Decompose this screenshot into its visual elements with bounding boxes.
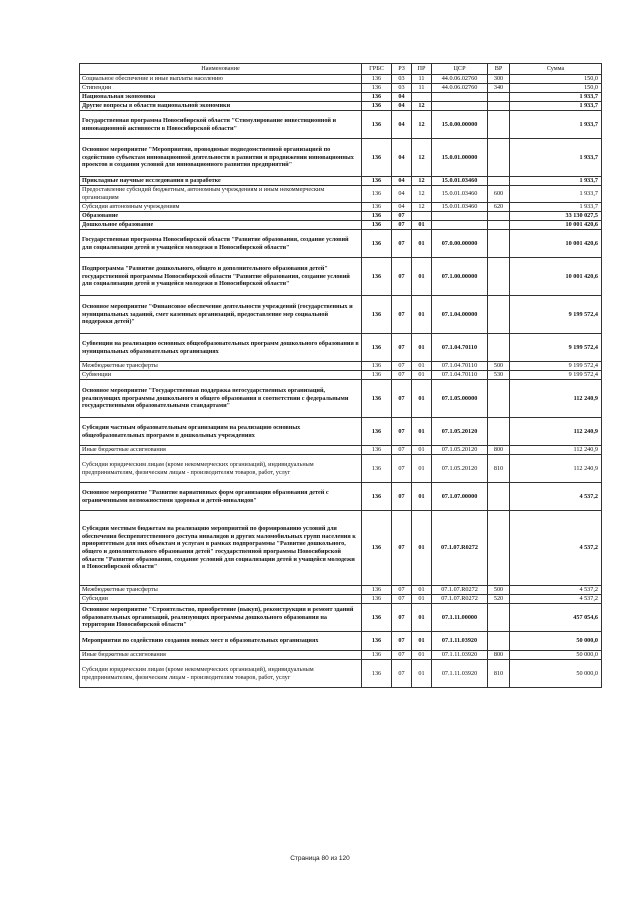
cell-grbs: 136 xyxy=(362,362,392,371)
table-row xyxy=(80,186,602,203)
cell-grbs: 136 xyxy=(362,483,392,511)
cell-name: Другие вопросы в области национальной экономики xyxy=(80,102,362,111)
cell-pr: 01 xyxy=(412,258,432,296)
cell-csr: 07.1.04.70110 xyxy=(432,334,488,362)
cell-rz: 07 xyxy=(392,586,412,595)
cell-vr xyxy=(488,334,510,362)
cell-grbs: 136 xyxy=(362,418,392,446)
cell-rz: 07 xyxy=(392,511,412,586)
cell-sum: 1 933,7 xyxy=(510,139,602,177)
cell-name: Субсидии юридическим лицам (кроме некоммерческих организаций), индивидуальным предпринимателям, физическим лицам - производителям товаров, работ, услуг xyxy=(80,455,362,483)
cell-pr: 01 xyxy=(412,446,432,455)
cell-sum: 112 240,9 xyxy=(510,380,602,418)
cell-pr: 01 xyxy=(412,632,432,651)
cell-grbs: 136 xyxy=(362,660,392,688)
cell-rz: 07 xyxy=(392,651,412,660)
cell-vr xyxy=(488,212,510,221)
cell-sum: 1 933,7 xyxy=(510,186,602,203)
cell-vr: 800 xyxy=(488,651,510,660)
cell-vr: 500 xyxy=(488,362,510,371)
cell-sum: 1 933,7 xyxy=(510,111,602,139)
cell-csr: 44.0.06.02760 xyxy=(432,75,488,84)
cell-rz: 07 xyxy=(392,455,412,483)
cell-vr xyxy=(488,511,510,586)
cell-pr: 01 xyxy=(412,418,432,446)
cell-grbs: 136 xyxy=(362,511,392,586)
table-row xyxy=(80,230,602,258)
cell-vr: 810 xyxy=(488,455,510,483)
cell-name: Основное мероприятие "Строительство, приобретение (выкуп), реконструкция и ремонт зданий образовательных организаций, реализующих программы дошкольного образования на территории Новосибирской области" xyxy=(80,604,362,632)
cell-pr: 01 xyxy=(412,595,432,604)
table-row xyxy=(80,334,602,362)
cell-pr: 01 xyxy=(412,371,432,380)
cell-grbs: 136 xyxy=(362,446,392,455)
table-row xyxy=(80,660,602,688)
header-csr: ЦСР xyxy=(432,64,488,75)
cell-pr: 12 xyxy=(412,139,432,177)
cell-csr: 15.0.01.00000 xyxy=(432,139,488,177)
table-row xyxy=(80,511,602,586)
cell-grbs: 136 xyxy=(362,111,392,139)
cell-csr: 15.0.00.00000 xyxy=(432,111,488,139)
cell-vr xyxy=(488,230,510,258)
table-row xyxy=(80,604,602,632)
cell-vr xyxy=(488,139,510,177)
cell-pr: 11 xyxy=(412,75,432,84)
table-row xyxy=(80,221,602,230)
cell-sum: 4 537,2 xyxy=(510,483,602,511)
cell-grbs: 136 xyxy=(362,212,392,221)
cell-rz: 04 xyxy=(392,93,412,102)
cell-vr: 300 xyxy=(488,75,510,84)
cell-sum: 112 240,9 xyxy=(510,446,602,455)
cell-sum: 112 240,9 xyxy=(510,455,602,483)
cell-sum: 10 001 420,6 xyxy=(510,258,602,296)
cell-grbs: 136 xyxy=(362,186,392,203)
cell-sum: 9 199 572,4 xyxy=(510,296,602,334)
cell-rz: 07 xyxy=(392,258,412,296)
cell-rz: 03 xyxy=(392,84,412,93)
table-row xyxy=(80,296,602,334)
cell-name: Субсидии частным образовательным организациям на реализацию основных общеобразовательных программ в дошкольных учреждениях xyxy=(80,418,362,446)
budget-table xyxy=(79,63,602,688)
table-row xyxy=(80,111,602,139)
cell-vr xyxy=(488,380,510,418)
cell-vr xyxy=(488,604,510,632)
cell-name: Субсидии юридическим лицам (кроме некоммерческих организаций), индивидуальным предпринимателям, физическим лицам - производителям товаров, работ, услуг xyxy=(80,660,362,688)
cell-rz: 07 xyxy=(392,604,412,632)
cell-name: Основное мероприятие "Мероприятия, проводимые подведомственной организацией по содействию субъектам инновационной деятельности в развитии и продвижении инновационных проектов и создании условий для инновационного развития предприятий" xyxy=(80,139,362,177)
cell-pr: 01 xyxy=(412,651,432,660)
cell-name: Образование xyxy=(80,212,362,221)
cell-sum: 50 000,0 xyxy=(510,632,602,651)
cell-grbs: 136 xyxy=(362,177,392,186)
cell-csr: 07.1.11.03920 xyxy=(432,632,488,651)
cell-pr: 12 xyxy=(412,203,432,212)
cell-vr xyxy=(488,93,510,102)
cell-sum: 1 933,7 xyxy=(510,177,602,186)
cell-pr: 01 xyxy=(412,586,432,595)
cell-csr: 07.1.11.03920 xyxy=(432,651,488,660)
cell-name: Субсидии автономным учреждениям xyxy=(80,203,362,212)
cell-csr: 07.1.04.00000 xyxy=(432,296,488,334)
cell-csr: 07.1.05.00000 xyxy=(432,380,488,418)
cell-rz: 07 xyxy=(392,334,412,362)
cell-name: Прикладные научные исследования в разработке xyxy=(80,177,362,186)
cell-csr: 07.1.07.R0272 xyxy=(432,586,488,595)
cell-vr xyxy=(488,177,510,186)
cell-vr: 800 xyxy=(488,446,510,455)
cell-pr: 01 xyxy=(412,362,432,371)
header-rz: РЗ xyxy=(392,64,412,75)
cell-name: Основное мероприятие "Развитие вариативных форм организации образования детей с ограниченными возможностями здоровья и детей-инвалидов" xyxy=(80,483,362,511)
cell-name: Межбюджетные трансферты xyxy=(80,362,362,371)
table-row xyxy=(80,380,602,418)
cell-pr: 12 xyxy=(412,177,432,186)
table-body xyxy=(80,75,602,688)
table-row xyxy=(80,455,602,483)
cell-csr xyxy=(432,221,488,230)
cell-sum: 112 240,9 xyxy=(510,418,602,446)
table-row xyxy=(80,75,602,84)
header-pr: ПР xyxy=(412,64,432,75)
cell-rz: 04 xyxy=(392,111,412,139)
cell-vr: 520 xyxy=(488,595,510,604)
cell-csr: 07.1.11.00000 xyxy=(432,604,488,632)
cell-sum: 9 199 572,4 xyxy=(510,371,602,380)
header-sum: Сумма xyxy=(510,64,602,75)
cell-rz: 07 xyxy=(392,595,412,604)
cell-vr: 500 xyxy=(488,586,510,595)
cell-vr xyxy=(488,632,510,651)
cell-rz: 07 xyxy=(392,221,412,230)
cell-name: Межбюджетные трансферты xyxy=(80,586,362,595)
page-number: Страница 80 из 120 xyxy=(290,855,350,862)
cell-rz: 07 xyxy=(392,660,412,688)
table-row xyxy=(80,102,602,111)
cell-csr: 07.1.07.R0272 xyxy=(432,511,488,586)
cell-pr: 01 xyxy=(412,483,432,511)
cell-rz: 07 xyxy=(392,212,412,221)
cell-csr xyxy=(432,102,488,111)
cell-sum: 4 537,2 xyxy=(510,586,602,595)
cell-grbs: 136 xyxy=(362,455,392,483)
cell-name: Иные бюджетные ассигнования xyxy=(80,651,362,660)
cell-csr xyxy=(432,212,488,221)
cell-pr: 11 xyxy=(412,84,432,93)
cell-name: Подпрограмма "Развитие дошкольного, общего и дополнительного образования детей" государственной программы Новосибирской области "Развитие образования, создание условий для социализации детей и учащейся молодежи в Новосибирской области" xyxy=(80,258,362,296)
cell-rz: 07 xyxy=(392,296,412,334)
cell-vr xyxy=(488,221,510,230)
cell-csr: 15.0.01.03460 xyxy=(432,186,488,203)
cell-rz: 07 xyxy=(392,418,412,446)
cell-pr: 01 xyxy=(412,455,432,483)
cell-vr: 600 xyxy=(488,186,510,203)
cell-grbs: 136 xyxy=(362,334,392,362)
cell-sum: 150,0 xyxy=(510,75,602,84)
cell-rz: 07 xyxy=(392,230,412,258)
table-row xyxy=(80,371,602,380)
cell-sum: 1 933,7 xyxy=(510,102,602,111)
cell-name: Государственная программа Новосибирской области "Стимулирование инвестиционной и инновационной активности в Новосибирской области" xyxy=(80,111,362,139)
cell-sum: 457 054,6 xyxy=(510,604,602,632)
table-row xyxy=(80,418,602,446)
cell-grbs: 136 xyxy=(362,595,392,604)
cell-csr: 07.1.00.00000 xyxy=(432,258,488,296)
cell-vr: 620 xyxy=(488,203,510,212)
cell-vr xyxy=(488,111,510,139)
cell-csr: 07.1.05.20120 xyxy=(432,455,488,483)
cell-name: Предоставление субсидий бюджетным, автономным учреждениям и иным некоммерческим организациям xyxy=(80,186,362,203)
cell-name: Иные бюджетные ассигнования xyxy=(80,446,362,455)
cell-grbs: 136 xyxy=(362,139,392,177)
cell-name: Субвенции на реализацию основных общеобразовательных программ дошкольного образования в муниципальных образовательных организациях xyxy=(80,334,362,362)
table-row xyxy=(80,84,602,93)
cell-sum: 1 933,7 xyxy=(510,203,602,212)
cell-pr xyxy=(412,212,432,221)
cell-name: Национальная экономика xyxy=(80,93,362,102)
table-row xyxy=(80,177,602,186)
cell-grbs: 136 xyxy=(362,586,392,595)
cell-grbs: 136 xyxy=(362,296,392,334)
cell-grbs: 136 xyxy=(362,651,392,660)
cell-pr: 01 xyxy=(412,230,432,258)
cell-grbs: 136 xyxy=(362,102,392,111)
cell-vr: 340 xyxy=(488,84,510,93)
cell-grbs: 136 xyxy=(362,221,392,230)
cell-vr xyxy=(488,418,510,446)
cell-grbs: 136 xyxy=(362,604,392,632)
cell-grbs: 136 xyxy=(362,84,392,93)
cell-name: Субсидии местным бюджетам на реализацию мероприятий по формированию условий для обеспечения беспрепятственного доступа инвалидов и других маломобильных групп населения к приоритетным для них объектам и услугам в рамках подпрограммы "Развитие дошкольного, общего и дополнительного образования детей" государственной программы Новосибирской области "Развитие образования, создание условий для социализации детей и учащейся молодежи в Новосибирской области" xyxy=(80,511,362,586)
table-row xyxy=(80,446,602,455)
cell-pr: 01 xyxy=(412,296,432,334)
cell-sum: 50 000,0 xyxy=(510,651,602,660)
table-row xyxy=(80,212,602,221)
cell-rz: 04 xyxy=(392,186,412,203)
cell-csr: 07.0.00.00000 xyxy=(432,230,488,258)
cell-csr: 07.1.07.00000 xyxy=(432,483,488,511)
cell-sum: 9 199 572,4 xyxy=(510,334,602,362)
cell-rz: 07 xyxy=(392,446,412,455)
header-vr: ВР xyxy=(488,64,510,75)
cell-name: Государственная программа Новосибирской области "Развитие образования, создание условий для социализации детей и учащейся молодежи в Новосибирской области" xyxy=(80,230,362,258)
cell-rz: 07 xyxy=(392,380,412,418)
cell-name: Основное мероприятие "Государственная поддержка негосударственных организаций, реализующих программы дошкольного и общего образования в соответствии с федеральными государственными образовательными стандартами" xyxy=(80,380,362,418)
cell-name: Мероприятия по содействию создания новых мест в образовательных организациях xyxy=(80,632,362,651)
cell-pr: 01 xyxy=(412,511,432,586)
cell-name: Стипендии xyxy=(80,84,362,93)
table-row xyxy=(80,632,602,651)
table-row xyxy=(80,203,602,212)
cell-grbs: 136 xyxy=(362,203,392,212)
cell-sum: 10 001 420,6 xyxy=(510,221,602,230)
cell-grbs: 136 xyxy=(362,632,392,651)
cell-rz: 04 xyxy=(392,139,412,177)
header-grbs: ГРБС xyxy=(362,64,392,75)
table-row xyxy=(80,93,602,102)
cell-vr: 810 xyxy=(488,660,510,688)
cell-rz: 07 xyxy=(392,362,412,371)
cell-pr xyxy=(412,93,432,102)
cell-name: Субсидии xyxy=(80,595,362,604)
cell-grbs: 136 xyxy=(362,93,392,102)
cell-grbs: 136 xyxy=(362,371,392,380)
cell-rz: 07 xyxy=(392,632,412,651)
cell-vr xyxy=(488,258,510,296)
cell-csr: 44.0.06.02760 xyxy=(432,84,488,93)
cell-csr: 15.0.01.03460 xyxy=(432,203,488,212)
cell-pr: 01 xyxy=(412,221,432,230)
cell-pr: 01 xyxy=(412,334,432,362)
cell-csr: 07.1.05.20120 xyxy=(432,446,488,455)
table-row xyxy=(80,483,602,511)
cell-name: Субвенции xyxy=(80,371,362,380)
cell-name: Основное мероприятие "Финансовое обеспечение деятельности учреждений (государственных и муниципальных заданий, смет казенных организаций, предоставление мер социальной поддержки детей)" xyxy=(80,296,362,334)
cell-pr: 01 xyxy=(412,380,432,418)
table-header-row xyxy=(80,64,602,75)
cell-sum: 1 933,7 xyxy=(510,93,602,102)
cell-pr: 01 xyxy=(412,660,432,688)
table-row xyxy=(80,651,602,660)
cell-rz: 07 xyxy=(392,483,412,511)
cell-csr: 07.1.05.20120 xyxy=(432,418,488,446)
cell-pr: 12 xyxy=(412,186,432,203)
cell-grbs: 136 xyxy=(362,230,392,258)
cell-vr xyxy=(488,296,510,334)
table-row xyxy=(80,586,602,595)
cell-sum: 9 199 572,4 xyxy=(510,362,602,371)
table-row xyxy=(80,258,602,296)
cell-sum: 4 537,2 xyxy=(510,595,602,604)
header-name: Наименование xyxy=(80,64,362,75)
cell-csr xyxy=(432,93,488,102)
cell-pr: 12 xyxy=(412,111,432,139)
cell-csr: 07.1.04.70110 xyxy=(432,362,488,371)
cell-sum: 50 000,0 xyxy=(510,660,602,688)
cell-name: Дошкольное образование xyxy=(80,221,362,230)
cell-csr: 07.1.07.R0272 xyxy=(432,595,488,604)
cell-grbs: 136 xyxy=(362,380,392,418)
cell-name: Социальное обеспечение и иные выплаты населению xyxy=(80,75,362,84)
table-row xyxy=(80,362,602,371)
cell-vr xyxy=(488,483,510,511)
cell-rz: 04 xyxy=(392,102,412,111)
cell-rz: 07 xyxy=(392,371,412,380)
cell-sum: 10 001 420,6 xyxy=(510,230,602,258)
cell-csr: 07.1.11.03920 xyxy=(432,660,488,688)
cell-grbs: 136 xyxy=(362,75,392,84)
cell-vr: 530 xyxy=(488,371,510,380)
cell-rz: 04 xyxy=(392,203,412,212)
cell-sum: 4 537,2 xyxy=(510,511,602,586)
cell-csr: 07.1.04.70110 xyxy=(432,371,488,380)
table-row xyxy=(80,139,602,177)
cell-pr: 01 xyxy=(412,604,432,632)
cell-csr: 15.0.01.03460 xyxy=(432,177,488,186)
cell-sum: 150,0 xyxy=(510,84,602,93)
table-row xyxy=(80,595,602,604)
cell-sum: 33 130 027,5 xyxy=(510,212,602,221)
cell-pr: 12 xyxy=(412,102,432,111)
cell-grbs: 136 xyxy=(362,258,392,296)
cell-rz: 03 xyxy=(392,75,412,84)
cell-rz: 04 xyxy=(392,177,412,186)
cell-vr xyxy=(488,102,510,111)
